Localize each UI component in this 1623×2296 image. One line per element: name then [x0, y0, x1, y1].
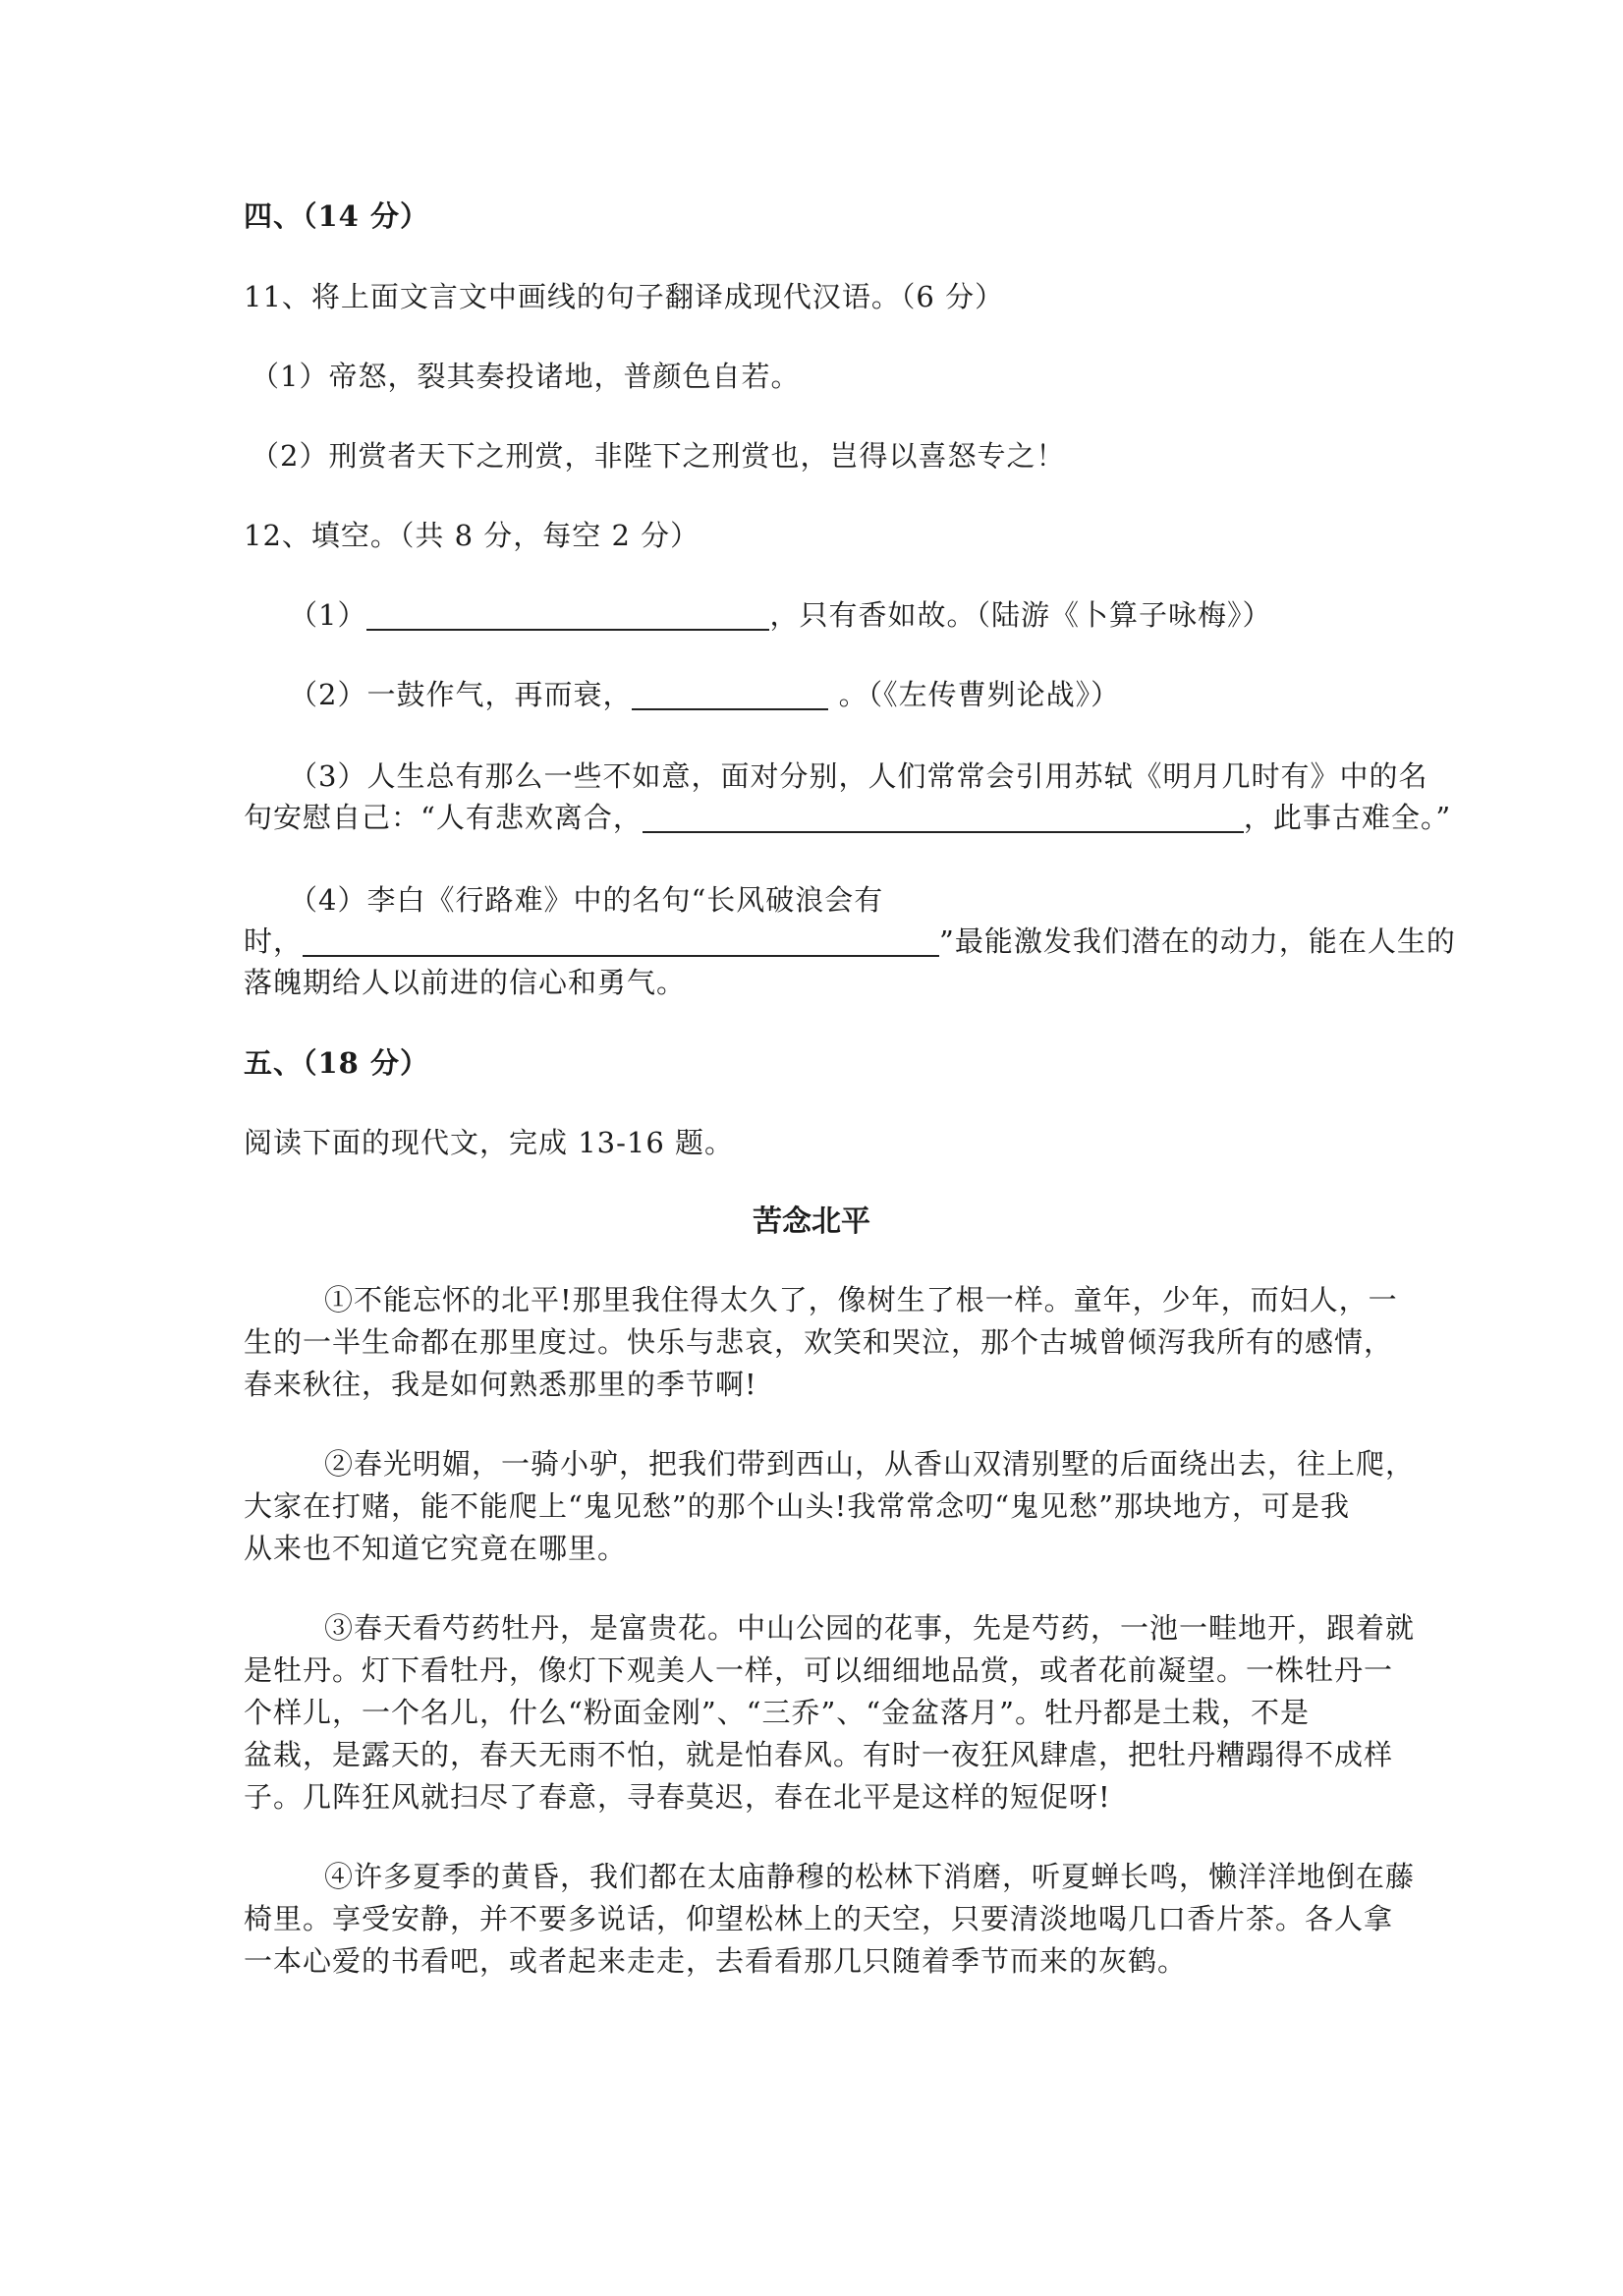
paragraph-4-line-1: ④许多夏季的黄昏，我们都在太庙静穆的松林下消磨，听夏蝉长鸣，懒洋洋地倒在藤 — [324, 1860, 1416, 1893]
question-12-item-4-line-3: 落魄期给人以前进的信心和勇气。 — [244, 966, 687, 999]
question-12-item-3-line-2 — [244, 798, 1451, 837]
question-11-item-1: （1）帝怒，裂其奏投诸地，普颜色自若。 — [251, 360, 801, 393]
answer-blank-2[interactable] — [632, 681, 828, 710]
paragraph-1-line-3: 春来秋往，我是如何熟悉那里的季节啊! — [244, 1368, 757, 1401]
item-4-text: 时， — [244, 924, 304, 958]
question-12-item-3-line-1: （3）人生总有那么一些不如意，面对分别，人们常常会引用苏轼《明月几时有》中的名 — [289, 759, 1428, 793]
answer-blank-3[interactable] — [643, 804, 1244, 833]
paragraph-3-line-5: 子。几阵狂风就扫尽了春意，寻春莫迟，春在北平是这样的短促呀! — [244, 1780, 1111, 1814]
item-4-tail: ”最能激发我们潜在的动力，能在人生的 — [939, 924, 1456, 958]
question-12-item-4-line-1: （4）李白《行路难》中的名句“长风破浪会有 — [289, 883, 884, 917]
item-3-tail: ，此事古难全。” — [1243, 801, 1452, 834]
question-12-item-4-line-2 — [244, 922, 1456, 961]
question-12-item-2 — [289, 675, 1120, 714]
paragraph-4-line-2: 椅里。享受安静，并不要多说话，仰望松林上的天空，只要清淡地喝几口香片茶。各人拿 — [244, 1902, 1394, 1935]
answer-blank-1[interactable] — [366, 601, 769, 631]
item-3-text: 句安慰自己：“人有悲欢离合， — [244, 801, 643, 834]
answer-blank-4[interactable] — [303, 927, 939, 957]
article-title: 苦念北平 — [753, 1204, 870, 1239]
section-4-heading: 四、（14 分） — [244, 199, 429, 233]
paragraph-3-line-1: ③春天看芍药牡丹，是富贵花。中山公园的花事，先是芍药，一池一畦地开，跟着就 — [324, 1611, 1416, 1645]
question-12-item-1 — [289, 595, 1271, 635]
paragraph-3-line-2: 是牡丹。灯下看牡丹，像灯下观美人一样，可以细细地品赏，或者花前凝望。一株牡丹一 — [244, 1653, 1394, 1687]
paragraph-2-line-2: 大家在打赌，能不能爬上“鬼见愁”的那个山头!我常常念叨“鬼见愁”那块地方，可是我 — [244, 1489, 1350, 1523]
paragraph-1-line-1: ①不能忘怀的北平!那里我住得太久了，像树生了根一样。童年，少年，而妇人，一 — [324, 1283, 1398, 1316]
question-11-item-2: （2）刑赏者天下之刑赏，非陛下之刑赏也，岂得以喜怒专之！ — [251, 439, 1066, 473]
paragraph-2-line-1: ②春光明媚，一骑小驴，把我们带到西山，从香山双清别墅的后面绕出去，往上爬， — [324, 1447, 1416, 1481]
paragraph-3-line-4: 盆栽，是露天的，春天无雨不怕，就是怕春风。有时一夜狂风肆虐，把牡丹糟蹋得不成样 — [244, 1738, 1394, 1771]
item-1-number: （1） — [289, 598, 367, 632]
paragraph-3-line-3: 个样儿，一个名儿，什么“粉面金刚”、“三乔”、“金盆落月”。牡丹都是土栽，不是 — [244, 1696, 1310, 1729]
item-2-source: 。（《左传曹刿论战》） — [828, 678, 1121, 711]
section-5-heading: 五、（18 分） — [244, 1046, 429, 1080]
question-11-prompt: 11、将上面文言文中画线的句子翻译成现代汉语。（6 分） — [244, 280, 1005, 313]
paragraph-1-line-2: 生的一半生命都在那里度过。快乐与悲哀，欢笑和哭泣，那个古城曾倾泻我所有的感情， — [244, 1325, 1394, 1359]
section-5-intro: 阅读下面的现代文，完成 13-16 题。 — [244, 1126, 735, 1159]
question-12-prompt: 12、填空。（共 8 分，每空 2 分） — [244, 519, 700, 552]
paragraph-4-line-3: 一本心爱的书看吧，或者起来走走，去看看那几只随着季节而来的灰鹤。 — [244, 1944, 1188, 1978]
item-1-text: ，只有香如故。（陆游《卜算子咏梅》） — [769, 598, 1272, 632]
item-2-text: （2）一鼓作气，再而衰， — [289, 678, 633, 711]
paragraph-2-line-3: 从来也不知道它究竟在哪里。 — [244, 1532, 628, 1565]
